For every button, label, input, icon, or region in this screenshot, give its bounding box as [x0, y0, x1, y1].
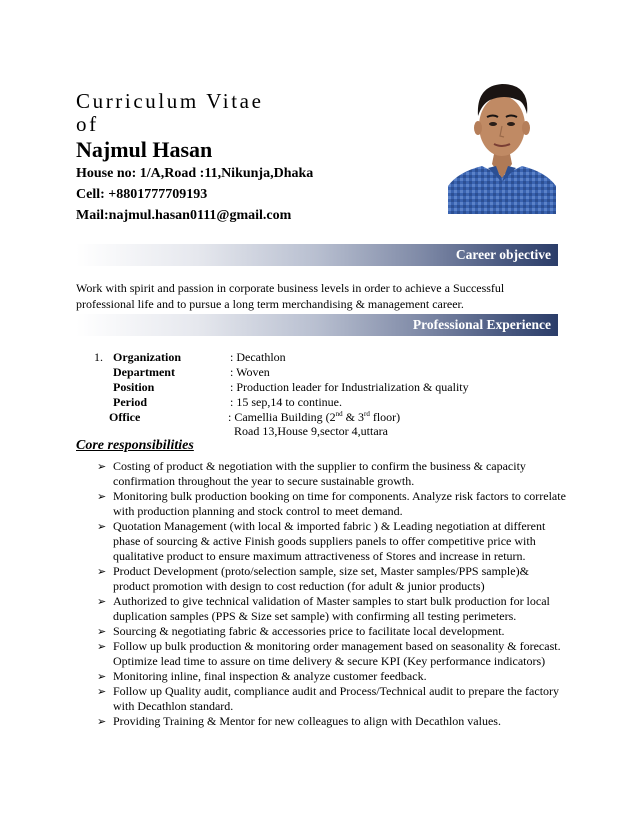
list-item: [97, 594, 567, 624]
list-item: [97, 489, 567, 519]
office-address-line2: Road 13,House 9,sector 4,uttara: [234, 424, 388, 438]
department-value: : Woven: [230, 365, 270, 379]
arrow-bullet-icon: ➢: [97, 715, 107, 728]
list-item-text: Monitoring bulk production booking on time for components. Analyze risk factors to correlate with production planning and stock control to meet demand.: [113, 489, 566, 518]
cell-number: Cell: +8801777709193: [76, 187, 208, 202]
list-item: [97, 669, 567, 684]
list-item: [97, 564, 567, 594]
professional-experience-heading: Professional Experience: [412, 317, 551, 332]
organization-value: : Decathlon: [230, 350, 286, 364]
list-item-text: Follow up Quality audit, compliance audit and Process/Technical audit to prepare the factory with Decathlon standard.: [113, 684, 560, 713]
arrow-bullet-icon: ➢: [97, 565, 107, 578]
objective-text: Work with spirit and passion in corporate business levels in order to achieve a Successful professional life and to pursue a long term merchandising & management career.: [76, 281, 505, 311]
list-item-text: Sourcing & negotiating fabric & accessories price to facilitate local development.: [113, 624, 505, 638]
experience-number: 1.: [94, 350, 103, 364]
career-objective-banner: [76, 244, 558, 266]
period-value: : 15 sep,14 to continue.: [230, 395, 342, 409]
candidate-name: Najmul Hasan: [76, 137, 213, 162]
office-value: [228, 410, 400, 425]
cv-of: of: [76, 112, 99, 136]
office-label: Office: [109, 410, 141, 424]
arrow-bullet-icon: ➢: [97, 625, 107, 638]
career-objective-heading: Career objective: [455, 247, 551, 262]
office-text-c: floor): [369, 410, 401, 424]
address: House no: 1/A,Road :11,Nikunja,Dhaka: [76, 166, 314, 181]
office-text-a: : Camellia Building (2: [228, 410, 336, 424]
position-value: : Production leader for Industrialization & quality: [230, 380, 469, 394]
office-text-b: & 3: [342, 410, 364, 424]
list-item-text: Product Development (proto/selection sample, size set, Master samples/PPS sample)& product promotion with design to cost reduction (for adult & junior products): [113, 564, 529, 593]
organization-label: Organization: [113, 350, 181, 364]
arrow-bullet-icon: ➢: [97, 595, 107, 608]
office-sup-nd: nd: [335, 410, 343, 418]
list-item-text: Authorized to give technical validation of Master samples to start bulk production for local duplication samples (PPS & Size set sample) with confirming all testing perimeters.: [113, 594, 550, 623]
list-item: [97, 624, 567, 639]
office-sup-rd: rd: [364, 410, 370, 418]
list-item: [97, 714, 567, 729]
list-item-text: Providing Training & Mentor for new colleagues to align with Decathlon values.: [113, 714, 501, 728]
arrow-bullet-icon: ➢: [97, 490, 107, 503]
profile-photo: [448, 64, 556, 214]
list-item-text: Follow up bulk production & monitoring order management based on seasonality & forecast. Optimize lead time to assure on time delivery & secure KPI (Key performance indicators): [113, 639, 561, 668]
arrow-bullet-icon: ➢: [97, 670, 107, 683]
list-item: [97, 459, 567, 489]
arrow-bullet-icon: ➢: [97, 460, 107, 473]
arrow-bullet-icon: ➢: [97, 520, 107, 533]
cv-title: Curriculum Vitae: [76, 89, 264, 113]
list-item: [97, 684, 567, 714]
list-item-text: Monitoring inline, final inspection & analyze customer feedback.: [113, 669, 427, 683]
core-responsibilities-heading: Core responsibilities: [76, 438, 194, 453]
department-label: Department: [113, 365, 175, 379]
period-label: Period: [113, 395, 147, 409]
list-item: [97, 519, 567, 564]
list-item-text: Costing of product & negotiation with the supplier to confirm the business & capacity confirmation throughout the year to secure sustainable growth.: [113, 459, 526, 488]
list-item: [97, 639, 567, 669]
list-item-text: Quotation Management (with local & imported fabric ) & Leading negotiation at different phase of sourcing & active Finish goods suppliers panels to offer competitive price with qualitative product to ensure maximum attractiveness of Stores and increase in return.: [113, 519, 546, 563]
position-label: Position: [113, 380, 155, 394]
email: Mail:najmul.hasan0111@gmail.com: [76, 208, 292, 223]
arrow-bullet-icon: ➢: [97, 640, 107, 653]
arrow-bullet-icon: ➢: [97, 685, 107, 698]
responsibilities-list: [97, 459, 567, 729]
professional-experience-banner: [76, 314, 558, 336]
